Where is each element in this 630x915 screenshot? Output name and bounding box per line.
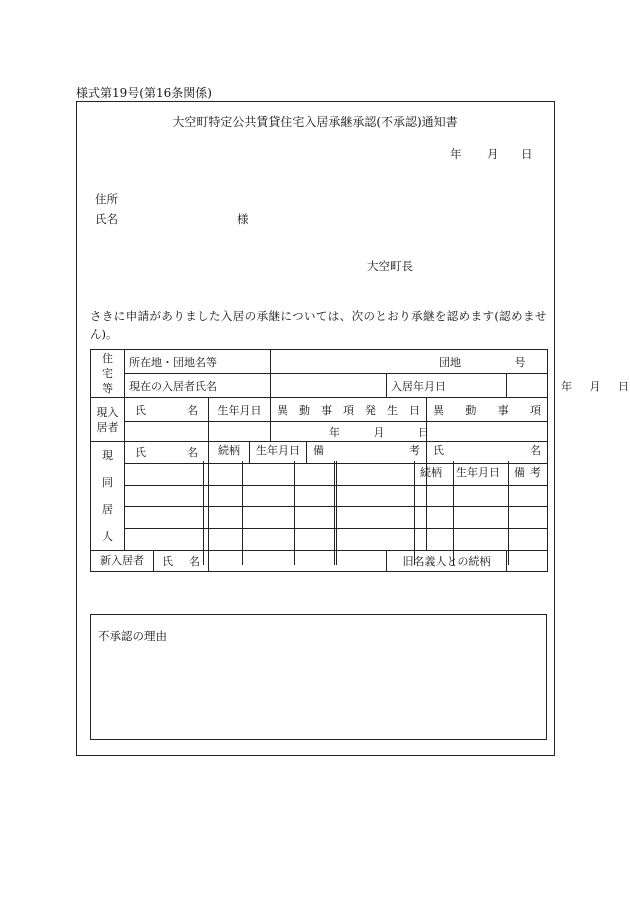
cohab-remarks-a-right: 備	[514, 466, 525, 479]
cohab-right-cell[interactable]	[427, 485, 548, 507]
cohab-name-cell[interactable]	[125, 529, 209, 551]
cohab-detail-cell[interactable]	[209, 529, 427, 551]
body-text-line1: さきに申請がありました入居の承継については、次のとおり承継を認めます(認めませ	[90, 309, 547, 323]
cohab-detail-cell[interactable]	[209, 507, 427, 529]
new-resident-label-cell: 新入居者 氏 名	[91, 551, 209, 572]
cohab-name-cell[interactable]	[125, 485, 209, 507]
current-resident-birth[interactable]	[209, 422, 271, 442]
current-resident-header-row	[91, 398, 548, 422]
move-in-date-label: 入居年月日	[387, 374, 507, 398]
cohabitant-row	[91, 485, 548, 507]
body-text-line2: ん)。	[90, 327, 118, 341]
go-label: 号	[514, 355, 526, 369]
cohab-left-subheader: 続柄 生年月日 備 考	[209, 442, 427, 464]
current-resident-row	[91, 374, 548, 398]
old-relation-label: 旧名義人との続柄	[387, 551, 507, 572]
cohabitant-row	[91, 529, 548, 551]
name-label: 氏名	[95, 212, 118, 226]
cohab-name-cell[interactable]	[125, 463, 209, 485]
rejection-reason-label: 不承認の理由	[98, 629, 167, 643]
honorific-label: 様	[237, 212, 249, 226]
document-title: 大空町特定公共賃貸住宅入居承継承認(不承認)通知書	[172, 115, 458, 129]
cohab-name-cell[interactable]	[125, 507, 209, 529]
cohab-right-cell[interactable]	[427, 529, 548, 551]
new-resident-row	[91, 551, 548, 572]
current-resident-header: 現入 居者	[91, 398, 125, 442]
change-date-col-header: 異 動 事 項 発 生 日	[271, 398, 427, 422]
location-value[interactable]	[271, 350, 548, 374]
cohab-birth-header-right: 生年月日	[456, 466, 500, 479]
new-resident-name-value[interactable]	[209, 551, 387, 572]
name-col-header: 氏 名	[125, 398, 209, 422]
current-resident-name[interactable]	[125, 422, 209, 442]
housing-header: 住 宅 等	[91, 350, 125, 398]
cohabitant-row	[91, 507, 548, 529]
current-resident-value[interactable]	[271, 374, 387, 398]
current-resident-label: 現在の入居者氏名	[125, 374, 271, 398]
change-date-value[interactable]: 年 月 日	[271, 422, 427, 442]
cohabitant-header: 現 同 居 人	[91, 442, 125, 551]
location-label: 所在地・団地名等	[125, 350, 271, 374]
date-year: 年	[450, 147, 462, 161]
cohab-remarks-b-right: 考	[530, 466, 541, 479]
cohab-name-header-left: 氏 名	[125, 442, 209, 464]
issuer-label: 大空町長	[367, 259, 413, 273]
cohab-relation-header-right: 続柄	[420, 466, 442, 479]
change-value[interactable]	[427, 422, 548, 442]
housing-location-row	[91, 350, 548, 374]
cohab-detail-cell[interactable]	[209, 485, 427, 507]
address-label: 住所	[95, 192, 118, 206]
date-day: 日	[521, 147, 533, 161]
danchi-label: 団地	[439, 355, 461, 369]
old-relation-value[interactable]	[507, 551, 548, 572]
form-number: 様式第19号(第16条関係)	[76, 86, 212, 100]
current-resident-value-row	[91, 422, 548, 442]
change-col-header: 異 動 事 項	[427, 398, 548, 422]
move-in-date-value[interactable]: 年 月 日	[507, 374, 548, 398]
cohabitant-header-row	[91, 442, 548, 464]
cohab-detail-cell[interactable]	[209, 463, 427, 485]
date-month: 月	[487, 147, 499, 161]
cohab-right-cell[interactable]	[427, 507, 548, 529]
cohab-right-subheader: 氏 名	[427, 442, 548, 464]
birth-col-header: 生年月日	[209, 398, 271, 422]
succession-table	[90, 349, 629, 572]
